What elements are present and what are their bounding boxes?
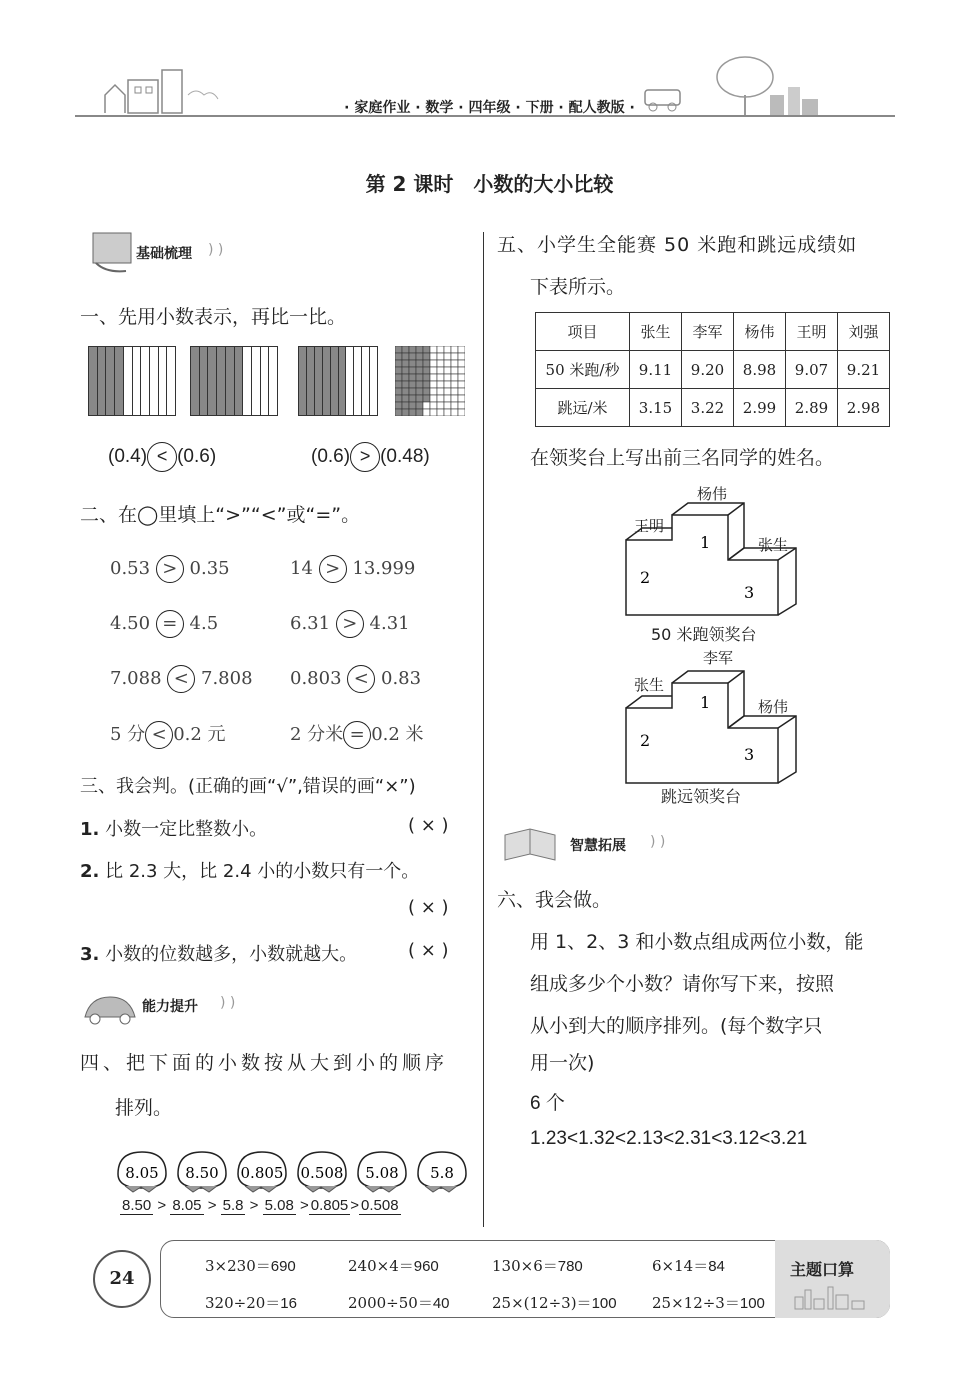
q3-item-1: 1. 小数一定比整数小。: [80, 819, 268, 840]
grid-cell: [430, 346, 437, 353]
q1-answer-1-left: 0.4: [114, 446, 141, 468]
peach-value: 5.8: [430, 1164, 454, 1182]
q4-prompt-line1: 四、把下面的小数按从大到小的顺序: [80, 1052, 449, 1074]
table-cell: 跳远/米: [536, 389, 630, 427]
q5-prompt-line1: 五、小学生全能赛 50 米跑和跳远成绩如: [497, 234, 858, 256]
grid-cell: [409, 402, 416, 409]
strip-cell: [315, 347, 323, 415]
q1-prompt: 一、先用小数表示，再比一比。: [80, 306, 347, 328]
q2-circle-5: <: [167, 665, 195, 693]
calc-item: 25×(12÷3)＝100: [492, 1294, 617, 1312]
grid-cell: [423, 395, 430, 402]
podium2-first-name: 李军: [703, 649, 734, 667]
grid-cell: [395, 346, 402, 353]
grid-cell: [416, 402, 423, 409]
grid-cell: [395, 402, 402, 409]
grid-cell: [444, 388, 451, 395]
grid-cell: [437, 381, 444, 388]
strip-cell: [362, 347, 370, 415]
q1-answer-2-right: 0.48: [386, 446, 424, 468]
table-row: [536, 389, 890, 427]
peach-card: [355, 1148, 405, 1194]
podium-place-1: 1: [700, 693, 711, 712]
q2-circle-2: >: [319, 555, 347, 583]
grid-cell: [395, 409, 402, 416]
peach-card: [175, 1148, 225, 1194]
grid-cell: [444, 409, 451, 416]
q1-answer-1-op: <: [147, 442, 177, 472]
grid-cell: [430, 367, 437, 374]
order-value: 5.8: [222, 1197, 244, 1214]
grid-cell: [458, 374, 465, 381]
scores-table: [535, 312, 890, 427]
podium1-caption: 50 米跑领奖台: [651, 625, 757, 644]
grid-cell: [402, 402, 409, 409]
table-cell: 9.21: [838, 351, 890, 389]
grid-cell: [416, 360, 423, 367]
calc-item: 2000÷50＝40: [348, 1294, 450, 1312]
grid-cell: [402, 409, 409, 416]
peach-card: [415, 1148, 465, 1194]
strip-cell: [89, 347, 98, 415]
deco-parens: ) ): [650, 834, 666, 850]
q5-instruction: 在领奖台上写出前三名同学的姓名。: [530, 447, 835, 469]
q3-item-3: 3. 小数的位数越多，小数就越大。: [80, 944, 358, 965]
grid-cell: [395, 388, 402, 395]
q4-order: 8.50 > 8.05 > 5.8 > 5.08 > 0.805 > 0.508: [122, 1197, 399, 1214]
car-icon: [80, 987, 140, 1027]
page-title: 第 2 课时 小数的大小比较: [365, 172, 614, 196]
table-header-row: [536, 313, 890, 351]
header-text: · 家庭作业 · 数学 · 四年级 · 下册 · 配人教版 ·: [344, 100, 635, 116]
grid-cell: [402, 388, 409, 395]
q5-prompt-line2: 下表所示。: [530, 276, 626, 298]
grid-cell: [451, 381, 458, 388]
podium-place-2: 2: [640, 568, 651, 587]
peach-value: 0.805: [240, 1164, 284, 1182]
grid-cell: [409, 346, 416, 353]
grid-cell: [423, 381, 430, 388]
strip-cell: [159, 347, 168, 415]
strip-cell: [167, 347, 175, 415]
q3-prompt: 三、我会判。(正确的画“√”,错误的画“×”): [80, 776, 416, 797]
grid-cell: [458, 395, 465, 402]
q1-answer-2-op: >: [350, 442, 380, 472]
q2-circle-8: =: [343, 721, 371, 749]
grid-cell: [430, 395, 437, 402]
grid-cell: [409, 374, 416, 381]
q2-item-3: 4.50 = 4.5: [110, 610, 218, 638]
strip-cell: [346, 347, 354, 415]
grid-cell: [451, 353, 458, 360]
strip-cell: [141, 347, 150, 415]
q6-prompt: 六、我会做。: [497, 889, 612, 911]
podium2-caption: 跳远领奖台: [661, 787, 742, 806]
grid-cell: [430, 409, 437, 416]
order-value: 5.08: [264, 1197, 294, 1214]
grid-cell: [416, 395, 423, 402]
q2-item-4: 6.31 > 4.31: [290, 610, 410, 638]
q2-item-6: 0.803 < 0.83: [290, 665, 421, 693]
table-header-cell: 李军: [682, 313, 734, 351]
q2-circle-6: <: [347, 665, 375, 693]
grid-cell: [395, 374, 402, 381]
grid-cell: [437, 388, 444, 395]
section-tag-wisdom: [500, 823, 720, 868]
strip-cell: [133, 347, 142, 415]
grid-cell: [444, 402, 451, 409]
grid-cell: [416, 374, 423, 381]
grid-cell: [395, 381, 402, 388]
section-label-wisdom: 智慧拓展: [570, 838, 626, 854]
peach-value: 5.08: [365, 1164, 399, 1182]
grid-cell: [423, 388, 430, 395]
peach-card: [295, 1148, 345, 1194]
q6-answer-order: 1.23<1.32<2.13<2.31<3.12<3.21: [530, 1128, 808, 1149]
grid-cell: [430, 353, 437, 360]
q3-answer-2: ( × ): [408, 897, 449, 918]
grid-cell: [444, 381, 451, 388]
order-value: 8.05: [172, 1197, 202, 1214]
grid-cell: [409, 381, 416, 388]
grid-cell: [444, 353, 451, 360]
order-value: 8.50: [122, 1197, 152, 1214]
q2-item-5: 7.088 < 7.808: [110, 665, 253, 693]
calc-item: 320÷20＝16: [205, 1294, 297, 1312]
grid-cell: [458, 409, 465, 416]
grid-cell: [444, 346, 451, 353]
strip-cell: [323, 347, 331, 415]
scroll-icon: [88, 230, 138, 275]
peach-icon: [115, 1148, 170, 1194]
grid-cell: [423, 353, 430, 360]
grid-cell: [409, 409, 416, 416]
q6-answer-count: 6 个: [530, 1093, 565, 1114]
strip-cell: [150, 347, 159, 415]
peach-value: 0.508: [300, 1164, 344, 1182]
table-row: [536, 351, 890, 389]
grid-cell: [451, 346, 458, 353]
grid-cell: [458, 367, 465, 374]
grid-cell: [416, 346, 423, 353]
deco-parens: ) ): [208, 242, 224, 258]
grid-cell: [416, 381, 423, 388]
order-value: 0.805: [310, 1197, 349, 1214]
strip-bar-2: [190, 346, 278, 416]
podium1-third-name: 张生: [758, 536, 789, 554]
q6-line-1: 用 1、2、3 和小数点组成两位小数，能: [530, 931, 864, 953]
section-tag-ability: [80, 985, 280, 1030]
grid-cell: [409, 388, 416, 395]
grid-cell: [458, 360, 465, 367]
strip-cell: [98, 347, 107, 415]
table-header-cell: 张生: [630, 313, 682, 351]
grid-cell: [402, 367, 409, 374]
grid-cell: [444, 374, 451, 381]
grid-cell: [437, 395, 444, 402]
calc-item: 130×6＝780: [492, 1257, 583, 1275]
grid-cell: [402, 360, 409, 367]
q2-prompt: 二、在◯里填上“>”“<”或“=”。: [80, 504, 361, 526]
section-label-ability: 能力提升: [142, 999, 198, 1015]
podium-place-3: 3: [744, 745, 755, 764]
hundred-grid: [395, 346, 465, 416]
q4-prompt-line2: 排列。: [115, 1097, 173, 1119]
grid-cell: [437, 402, 444, 409]
grid-cell: [395, 353, 402, 360]
q3-answer-3: ( × ): [408, 940, 449, 961]
q1-answer-2: (0.6) > (0.48): [311, 442, 430, 472]
podium-place-2: 2: [640, 731, 651, 750]
footer-label: 主题口算: [790, 1260, 855, 1279]
grid-cell: [402, 381, 409, 388]
q1-answer-1-right: 0.6: [183, 446, 210, 468]
grid-cell: [423, 374, 430, 381]
grid-cell: [444, 360, 451, 367]
table-header-cell: 王明: [786, 313, 838, 351]
strip-cell: [307, 347, 315, 415]
strip-cell: [354, 347, 362, 415]
q6-line-2: 组成多少个小数？请你写下来，按照: [530, 973, 835, 995]
grid-cell: [395, 395, 402, 402]
q2-circle-7: <: [145, 721, 173, 749]
grid-cell: [451, 388, 458, 395]
q1-answer-1: (0.4) < (0.6): [108, 442, 216, 472]
peach-card: [115, 1148, 165, 1194]
order-value: 0.508: [361, 1197, 399, 1214]
grid-cell: [402, 346, 409, 353]
grid-cell: [437, 374, 444, 381]
q6-line-3: 从小到大的顺序排列。(每个数字只: [530, 1015, 823, 1037]
table-cell: 3.15: [630, 389, 682, 427]
q2-circle-1: >: [156, 555, 184, 583]
table-cell: 8.98: [734, 351, 786, 389]
grid-cell: [451, 374, 458, 381]
grid-cell: [423, 346, 430, 353]
table-cell: 2.98: [838, 389, 890, 427]
grid-cell: [430, 402, 437, 409]
grid-cell: [437, 346, 444, 353]
strip-cell: [226, 347, 235, 415]
grid-cell: [458, 353, 465, 360]
grid-cell: [444, 367, 451, 374]
q2-circle-4: >: [336, 610, 364, 638]
q1-answer-2-left: 0.6: [317, 446, 344, 468]
table-cell: 3.22: [682, 389, 734, 427]
grid-cell: [409, 367, 416, 374]
grid-cell: [444, 395, 451, 402]
grid-cell: [458, 402, 465, 409]
section-label-basic: 基础梳理: [136, 246, 192, 262]
table-header-cell: 杨伟: [734, 313, 786, 351]
grid-cell: [416, 367, 423, 374]
grid-cell: [458, 346, 465, 353]
strip-cell: [191, 347, 200, 415]
grid-cell: [451, 360, 458, 367]
grid-cell: [416, 388, 423, 395]
table-cell: 9.07: [786, 351, 838, 389]
strip-cell: [331, 347, 339, 415]
calc-item: 240×4＝960: [348, 1257, 439, 1275]
grid-cell: [451, 395, 458, 402]
table-cell: 2.89: [786, 389, 838, 427]
strip-cell: [299, 347, 307, 415]
grid-cell: [395, 367, 402, 374]
strip-cell: [261, 347, 270, 415]
q2-item-1: 0.53 > 0.35: [110, 555, 230, 583]
podium-place-1: 1: [700, 533, 711, 552]
grid-cell: [395, 360, 402, 367]
strip-cell: [208, 347, 217, 415]
strip-cell: [200, 347, 209, 415]
grid-cell: [437, 409, 444, 416]
section-tag-basic: [88, 230, 268, 275]
grid-cell: [402, 353, 409, 360]
grid-cell: [437, 360, 444, 367]
q2-item-7: 5 分 < 0.2 元: [110, 720, 226, 749]
table-cell: 50 米跑/秒: [536, 351, 630, 389]
q2-item-2: 14 > 13.999: [290, 555, 415, 583]
grid-cell: [430, 388, 437, 395]
grid-cell: [451, 402, 458, 409]
peach-card: [235, 1148, 285, 1194]
grid-cell: [409, 360, 416, 367]
calc-item: 3×230＝690: [205, 1257, 296, 1275]
strip-bar-1: [88, 346, 176, 416]
grid-cell: [402, 395, 409, 402]
grid-cell: [437, 353, 444, 360]
podium2-second-name: 张生: [634, 676, 665, 694]
peach-icon: [415, 1148, 470, 1194]
strip-cell: [269, 347, 277, 415]
peach-value: 8.50: [185, 1164, 219, 1182]
grid-cell: [430, 360, 437, 367]
strip-cell: [252, 347, 261, 415]
grid-cell: [423, 402, 430, 409]
peach-icon: [355, 1148, 410, 1194]
table-header-cell: 刘强: [838, 313, 890, 351]
grid-cell: [409, 395, 416, 402]
grid-cell: [451, 409, 458, 416]
podium2-third-name: 杨伟: [758, 698, 789, 716]
strip-cell: [124, 347, 133, 415]
grid-cell: [409, 353, 416, 360]
peach-value: 8.05: [125, 1164, 159, 1182]
grid-cell: [430, 381, 437, 388]
q6-line-4: 用一次): [530, 1052, 595, 1074]
city-skyline-icon: [790, 1285, 870, 1310]
podium-place-3: 3: [744, 583, 755, 602]
table-header-cell: 项目: [536, 313, 630, 351]
calc-item: 6×14＝84: [652, 1257, 725, 1275]
book-icon: [500, 825, 565, 865]
q2-circle-3: =: [156, 610, 184, 638]
q3-answer-1: ( × ): [408, 815, 449, 836]
q2-item-8: 2 分米 = 0.2 米: [290, 720, 424, 749]
grid-cell: [458, 381, 465, 388]
strip-cell: [106, 347, 115, 415]
grid-cell: [416, 409, 423, 416]
q3-item-2: 2. 比 2.3 大，比 2.4 小的小数只有一个。: [80, 861, 420, 882]
deco-parens: ) ): [220, 995, 236, 1011]
column-divider: [483, 232, 484, 1227]
grid-cell: [423, 367, 430, 374]
grid-cell: [402, 374, 409, 381]
grid-cell: [423, 360, 430, 367]
podium1-first-name: 杨伟: [697, 485, 728, 503]
table-cell: 9.20: [682, 351, 734, 389]
grid-cell: [430, 374, 437, 381]
strip-cell: [370, 347, 377, 415]
peach-icon: [235, 1148, 290, 1194]
grid-cell: [423, 409, 430, 416]
table-cell: 2.99: [734, 389, 786, 427]
calc-item: 25×12÷3＝100: [652, 1294, 765, 1312]
grid-cell: [451, 367, 458, 374]
strip-bar-3: [298, 346, 378, 416]
grid-cell: [437, 367, 444, 374]
strip-cell: [339, 347, 347, 415]
strip-cell: [235, 347, 244, 415]
podium1-second-name: 王明: [634, 517, 665, 535]
peach-icon: [175, 1148, 230, 1194]
grid-cell: [416, 353, 423, 360]
strip-cell: [115, 347, 124, 415]
page-number: 24: [93, 1250, 151, 1308]
strip-cell: [217, 347, 226, 415]
strip-cell: [243, 347, 252, 415]
peach-icon: [295, 1148, 350, 1194]
table-cell: 9.11: [630, 351, 682, 389]
grid-cell: [458, 388, 465, 395]
